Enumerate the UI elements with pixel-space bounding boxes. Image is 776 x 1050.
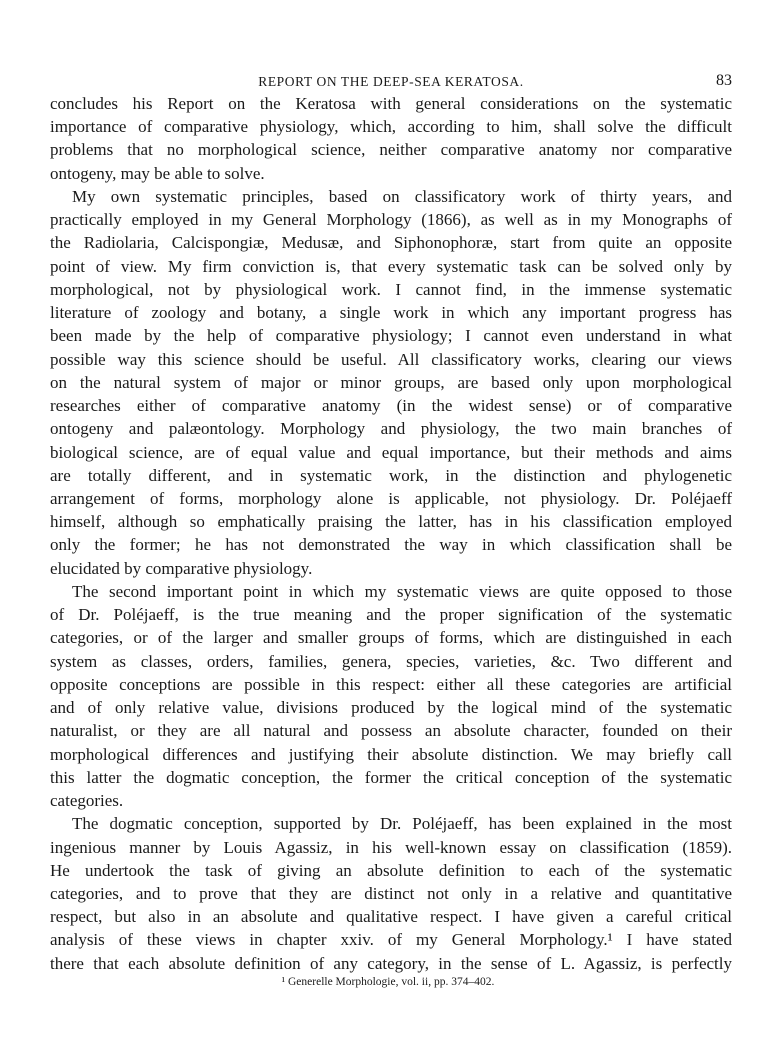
- text-line: himself, although so emphatically praising the latter, has in his classification employed: [50, 512, 732, 532]
- text-line: ontogeny, may be able to solve.: [50, 163, 265, 183]
- text-line: there that each absolute definition of any category, in the sense of L. Agassiz, is perfectly: [50, 953, 732, 973]
- page-number: 83: [716, 72, 732, 89]
- running-title: REPORT ON THE DEEP-SEA KERATOSA.: [258, 74, 524, 89]
- text-line: problems that no morphological science, neither comparative anatomy nor comparative: [50, 140, 732, 160]
- text-line: categories, and to prove that they are distinct not only in a relative and quantitative: [50, 883, 732, 903]
- text-line: ontogeny and palæontology. Morphology and physiology, the two main branches of: [50, 419, 732, 439]
- text-line: respect, but also in an absolute and qualitative respect. I have given a careful critical: [50, 907, 732, 927]
- text-line: morphological differences and justifying their absolute distinction. We may briefly call: [50, 744, 732, 764]
- paragraph: [50, 812, 732, 975]
- text-line: and of only relative value, divisions produced by the logical mind of the systematic: [50, 698, 732, 718]
- text-line: analysis of these views in chapter xxiv. of my General Morphology.¹ I have stated: [50, 930, 732, 950]
- paragraph: [50, 185, 732, 580]
- text-line: possible way this science should be useful. All classificatory works, clearing our views: [50, 349, 732, 369]
- text-line: biological science, are of equal value and equal importance, but their methods and aims: [50, 442, 732, 462]
- text-line: categories.: [50, 791, 124, 811]
- text-line: ingenious manner by Louis Agassiz, in his well-known essay on classification (1859).: [50, 837, 732, 857]
- paragraph: [50, 580, 732, 812]
- text-line: are totally different, and in systematic work, in the distinction and phylogenetic: [50, 465, 732, 485]
- text-line: on the natural system of major or minor groups, are based only upon morphological: [50, 372, 732, 392]
- text-line: of Dr. Poléjaeff, is the true meaning and the proper signification of the systematic: [50, 605, 732, 625]
- text-line: concludes his Report on the Keratosa with general considerations on the systematic: [50, 94, 732, 113]
- text-line: arrangement of forms, morphology alone is applicable, not physiology. Dr. Poléjaeff: [50, 488, 732, 508]
- text-line: The second important point in which my systematic views are quite opposed to those: [72, 581, 732, 601]
- text-line: categories, or of the larger and smaller groups of forms, which are distinguished in each: [50, 628, 732, 648]
- text-line: morphological, not by physiological work. I cannot find, in the immense systematic: [50, 279, 732, 299]
- text-line: practically employed in my General Morphology (1866), as well as in my Monographs of: [50, 210, 732, 230]
- text-line: this latter the dogmatic conception, the former the critical conception of the systematic: [50, 767, 732, 787]
- text-line: The dogmatic conception, supported by Dr. Poléjaeff, has been explained in the most: [72, 814, 732, 834]
- paragraph: [50, 92, 732, 185]
- text-line: point of view. My firm conviction is, that every systematic task can be solved only by: [50, 256, 732, 276]
- text-line: importance of comparative physiology, which, according to him, shall solve the difficult: [50, 117, 732, 137]
- text-line: system as classes, orders, families, genera, species, varieties, &c. Two different and: [50, 651, 732, 671]
- text-line: only the former; he has not demonstrated the way in which classification shall be: [50, 535, 732, 555]
- text-line: opposite conceptions are possible in this respect: either all these categories are artificial: [50, 674, 732, 694]
- text-line: literature of zoology and botany, a single work in which any important progress has: [50, 303, 732, 323]
- body-text: [50, 92, 732, 975]
- text-line: naturalist, or they are all natural and possess an absolute character, founded on their: [50, 721, 732, 741]
- running-header: [50, 72, 732, 92]
- text-line: the Radiolaria, Calcispongiæ, Medusæ, and Siphonophoræ, start from quite an opposite: [50, 233, 732, 253]
- footnote: ¹ Generelle Morphologie, vol. ii, pp. 374–402.: [281, 976, 495, 988]
- text-line: He undertook the task of giving an absolute definition to each of the systematic: [50, 860, 732, 880]
- text-line: elucidated by comparative physiology.: [50, 558, 313, 578]
- text-line: researches either of comparative anatomy (in the widest sense) or of comparative: [50, 396, 732, 416]
- text-line: been made by the help of comparative physiology; I cannot even understand in what: [50, 326, 732, 346]
- text-line: My own systematic principles, based on classificatory work of thirty years, and: [72, 186, 732, 206]
